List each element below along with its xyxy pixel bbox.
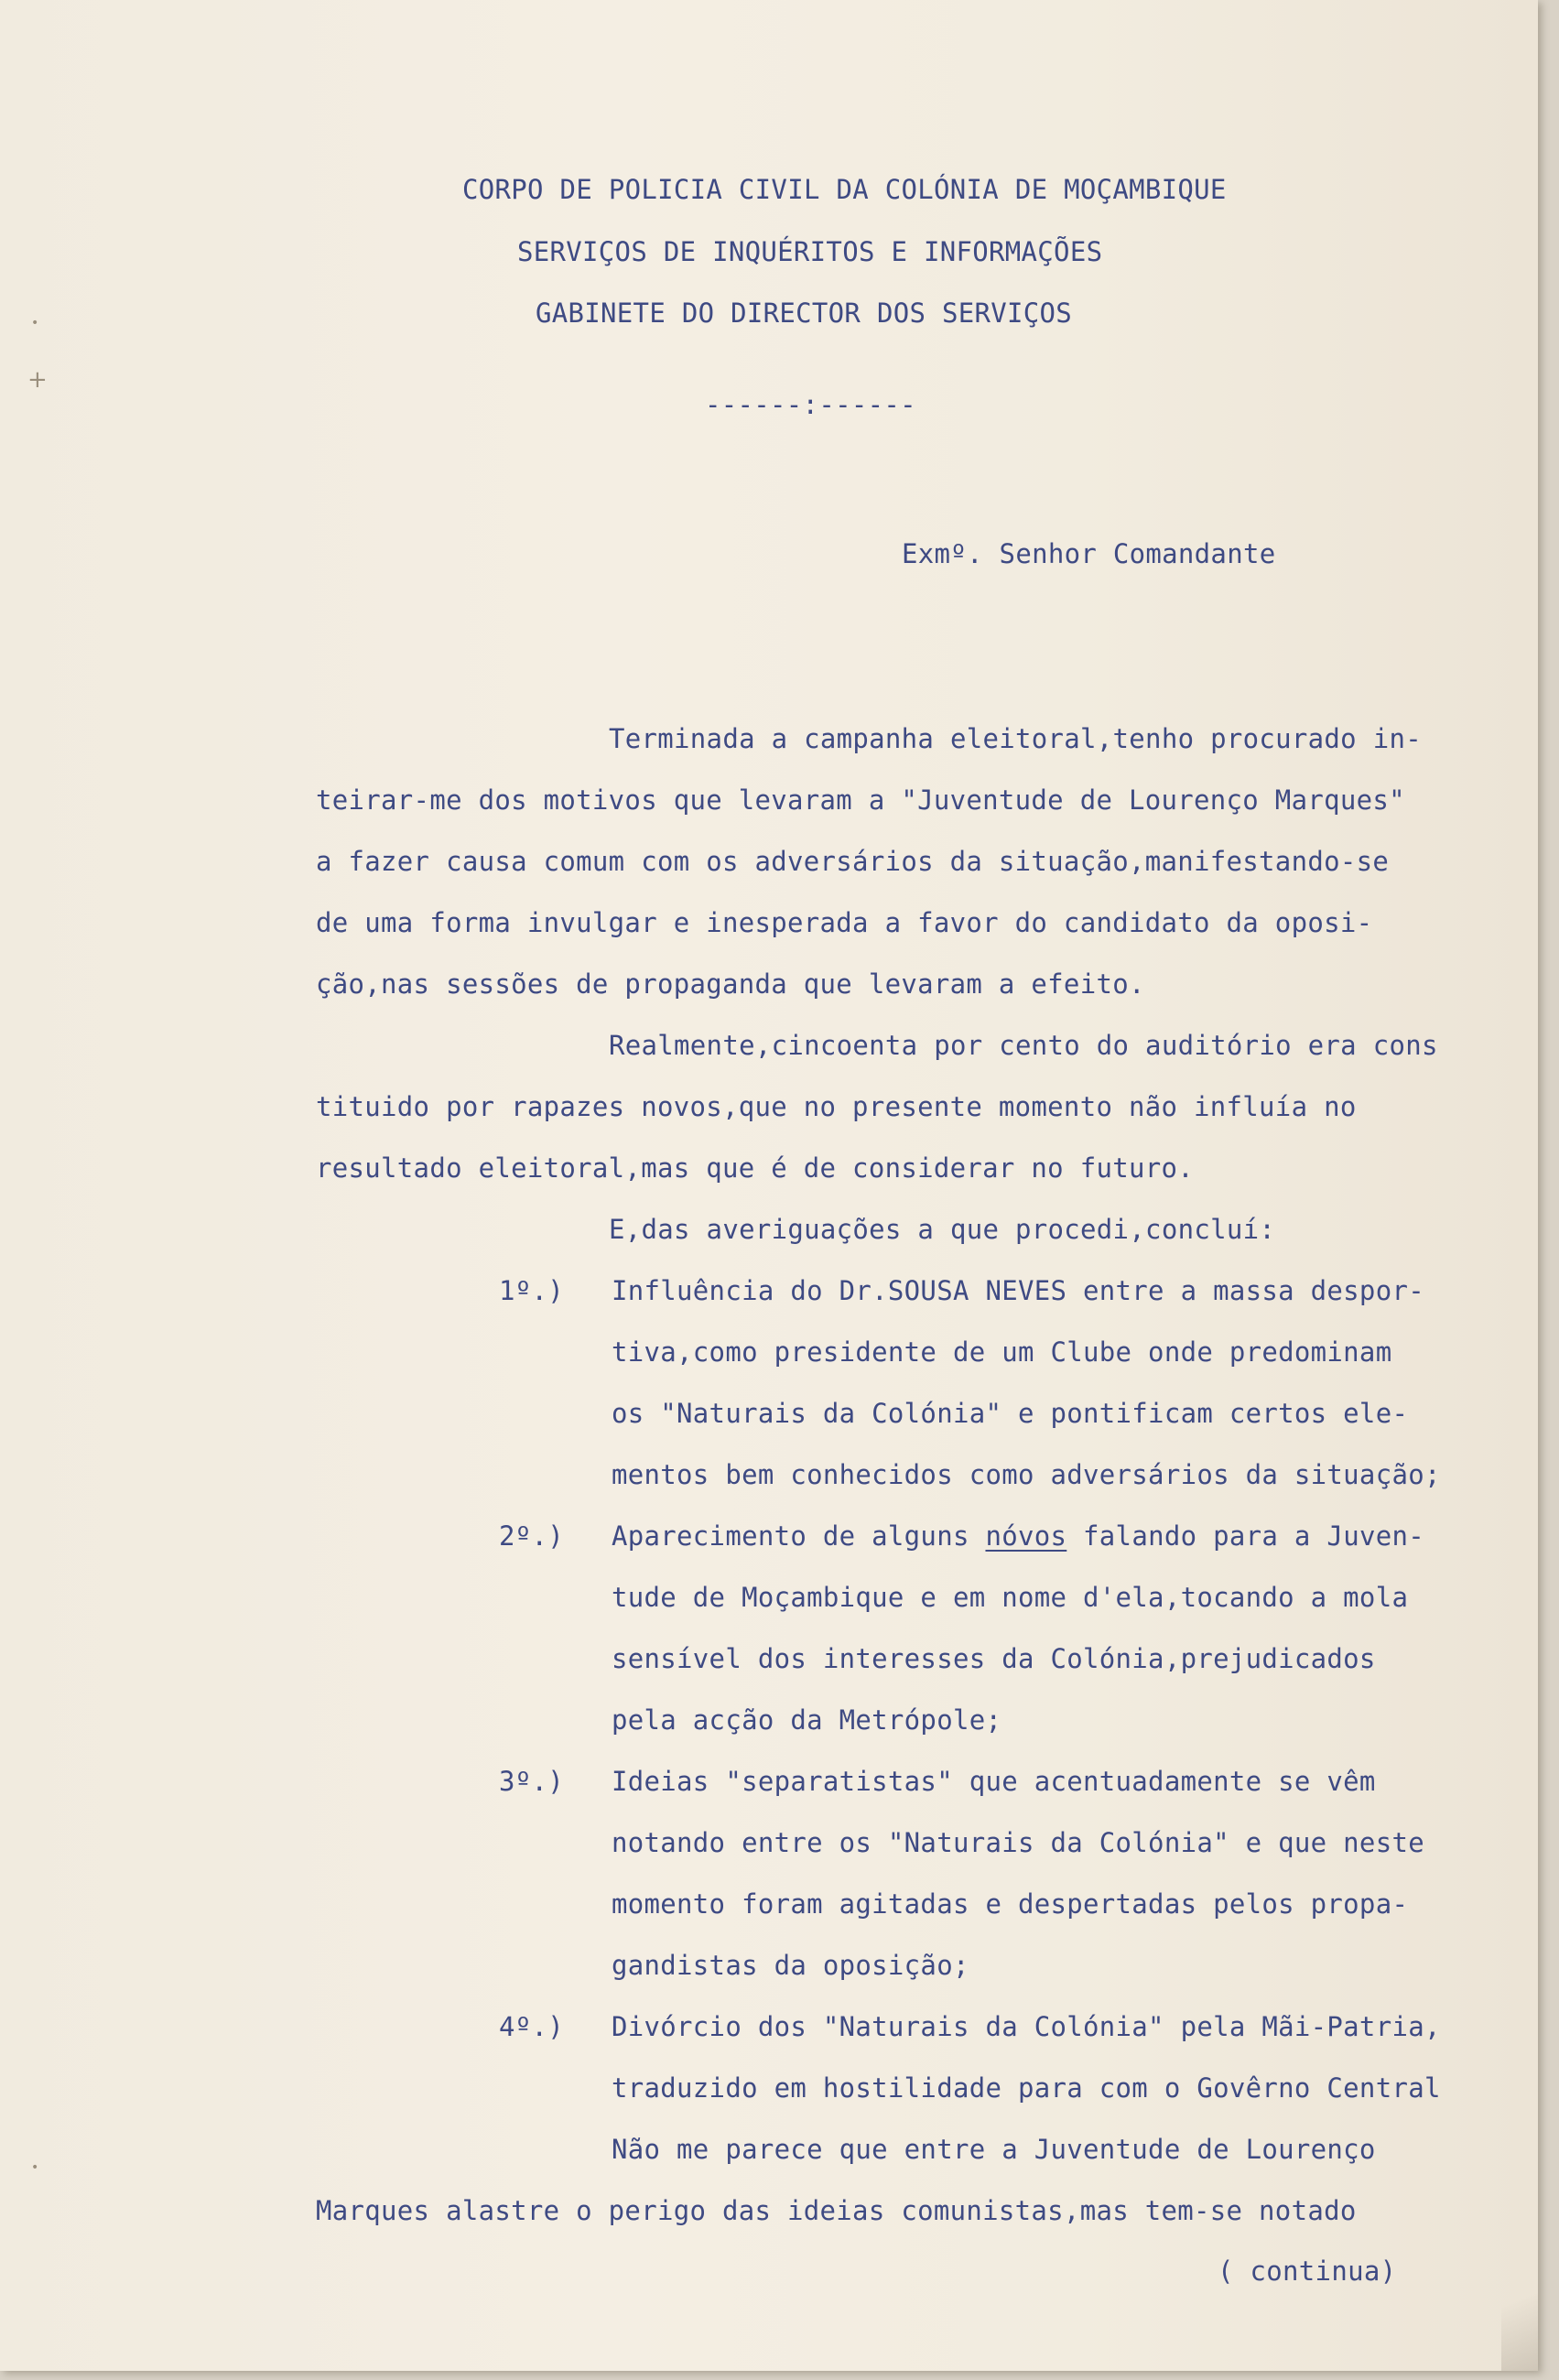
item-2-number: 2º.) bbox=[499, 1520, 565, 1552]
paragraph-2-line-2: tituido por rapazes novos,que no presente momento não influía no bbox=[316, 1091, 1357, 1122]
item-3-number: 3º.) bbox=[499, 1766, 565, 1797]
item-2-line-3: sensível dos interesses da Colónia,prejudicados bbox=[612, 1643, 1376, 1674]
salutation: Exmº. Senhor Comandante bbox=[902, 538, 1276, 569]
item-2-line-1 bbox=[612, 1520, 1424, 1552]
item-3-line-1: Ideias "separatistas" que acentuadamente se vêm bbox=[612, 1766, 1376, 1797]
item-4-number: 4º.) bbox=[499, 2011, 565, 2042]
paragraph-1-line-3: a fazer causa comum com os adversários da situação,manifestando-se bbox=[316, 846, 1390, 877]
item-2-line-2: tude de Moçambique e em nome d'ela,tocando a mola bbox=[612, 1582, 1409, 1613]
item-4-line-2: traduzido em hostilidade para com o Govêrno Central bbox=[612, 2072, 1441, 2104]
item-3-line-2: notando entre os "Naturais da Colónia" e que neste bbox=[612, 1827, 1424, 1858]
paper-corner-shadow bbox=[1501, 2252, 1538, 2371]
paragraph-2-line-3: resultado eleitoral,mas que é de considerar no futuro. bbox=[316, 1152, 1195, 1184]
paragraph-4-line-1: Não me parece que entre a Juventude de Lourenço bbox=[612, 2134, 1376, 2165]
paragraph-1-line-1: Terminada a campanha eleitoral,tenho procurado in- bbox=[609, 723, 1422, 754]
item-1-line-3: os "Naturais da Colónia" e pontificam certos ele- bbox=[612, 1398, 1409, 1429]
paragraph-1-line-5: ção,nas sessões de propaganda que levaram a efeito. bbox=[316, 968, 1145, 1000]
item-1-line-4: mentos bem conhecidos como adversários da situação; bbox=[612, 1459, 1441, 1490]
header-line-2: SERVIÇOS DE INQUÉRITOS E INFORMAÇÕES bbox=[517, 236, 1103, 267]
item-1-line-1: Influência do Dr.SOUSA NEVES entre a massa despor- bbox=[612, 1275, 1424, 1306]
header-line-1: CORPO DE POLICIA CIVIL DA COLÓNIA DE MOÇAMBIQUE bbox=[462, 174, 1227, 205]
item-4-line-1: Divórcio dos "Naturais da Colónia" pela Mãi-Patria, bbox=[612, 2011, 1441, 2042]
item-3-line-4: gandistas da oposição; bbox=[612, 1950, 969, 1981]
paragraph-1-line-2: teirar-me dos motivos que levaram a "Juventude de Lourenço Marques" bbox=[316, 784, 1405, 816]
item-2-line-4: pela acção da Metrópole; bbox=[612, 1704, 1002, 1736]
header-line-3: GABINETE DO DIRECTOR DOS SERVIÇOS bbox=[536, 298, 1073, 329]
item-2-line-1-start: Aparecimento de alguns bbox=[612, 1520, 986, 1552]
binder-hole-mark-low: • bbox=[31, 2160, 39, 2175]
binder-hole-mark-top: • bbox=[31, 316, 39, 330]
continuation-note: ( continua) bbox=[1218, 2256, 1397, 2287]
paragraph-4-line-2: Marques alastre o perigo das ideias comunistas,mas tem-se notado bbox=[316, 2195, 1357, 2226]
header-separator: ------:------ bbox=[705, 389, 916, 420]
item-2-line-1-end: falando para a Juven- bbox=[1066, 1520, 1424, 1552]
paragraph-3: E,das averiguações a que procedi,concluí: bbox=[609, 1214, 1276, 1245]
paragraph-1-line-4: de uma forma invulgar e inesperada a favor do candidato da oposi- bbox=[316, 907, 1373, 938]
binder-hole-mark: + bbox=[27, 366, 48, 394]
item-1-number: 1º.) bbox=[499, 1275, 565, 1306]
paragraph-2-line-1: Realmente,cincoenta por cento do auditório era cons bbox=[609, 1030, 1438, 1061]
item-1-line-2: tiva,como presidente de um Clube onde predominam bbox=[612, 1336, 1392, 1368]
item-2-underlined-word: nóvos bbox=[985, 1520, 1067, 1552]
item-3-line-3: momento foram agitadas e despertadas pelos propa- bbox=[612, 1888, 1409, 1920]
